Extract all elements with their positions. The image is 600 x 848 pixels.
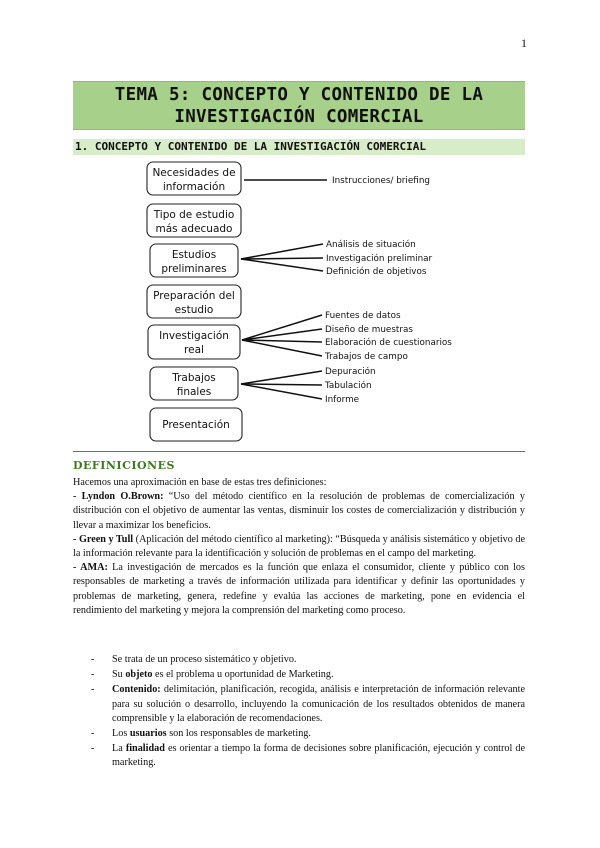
step-label: finales: [176, 386, 212, 398]
branch-line-diseno: [242, 329, 322, 340]
branch-label: Elaboración de cuestionarios: [325, 338, 452, 348]
list-item-text: es el problema u oportunidad de Marketing.: [152, 669, 334, 681]
branch-label: Fuentes de datos: [325, 311, 401, 321]
title-line-2: INVESTIGACIÓN COMERCIAL: [174, 107, 424, 127]
title-line-1: TEMA 5: CONCEPTO Y CONTENIDO DE LA: [114, 85, 484, 105]
branch-label: Investigación preliminar: [326, 254, 433, 264]
branch-line-analisis: [241, 244, 323, 259]
branch-line-informe: [241, 384, 322, 399]
branch-label: Trabajos de campo: [325, 352, 408, 362]
branch-label: Análisis de situación: [326, 240, 416, 250]
branch-line-preliminar: [241, 258, 323, 259]
list-item-text: son los responsables de marketing.: [166, 728, 311, 740]
definition-author: - Lyndon O.Brown:: [73, 491, 164, 503]
branch-label: Definición de objetivos: [326, 267, 427, 277]
step-label: información: [162, 181, 226, 193]
definitions-body: [73, 476, 525, 618]
list-item: [91, 742, 525, 770]
branch-line-objetivos: [241, 259, 323, 271]
bullet-dash: -: [91, 728, 95, 740]
step-label: más adecuado: [155, 223, 233, 235]
definition-text: (Aplicación del método científico al marketing): “Búsqueda y análisis sistemático y objetivo de la información relevante para la identificación y solución de problemas en el campo del marketing.: [73, 533, 526, 560]
definitions-intro: Hacemos una aproximación en base de estas tres definiciones:: [73, 477, 327, 488]
definition-text: La investigación de mercados es la función que enlaza el consumidor, cliente y público con los responsables de marketing a través de información utilizada para identificar y definir las oportunidades y problemas de marketing, genera, redefine y evalúa las acciones de marketing, pone en evidencia el rendimiento del marketing y mejora la comprensión del marketing como proceso.: [73, 562, 525, 616]
branch-label: Depuración: [325, 367, 376, 377]
definition-text: “Uso del método científico en la resolución de problemas de comercialización y distribución con el objetivo de aumentar las ventas, disminuir los costes de comercialización y distribución y llevar a maximizar los beneficios.: [73, 491, 525, 531]
list-item: [91, 668, 525, 682]
list-item-text: delimitación, planificación, recogida, análisis e interpretación de información relevante para su solución o desarrollo, incluyendo la comunicación de los resultados obtenidos de manera comprensible y la elaboración de recomendaciones.: [112, 684, 525, 724]
list-item-text: Los: [112, 728, 130, 740]
bullet-dash: -: [91, 684, 95, 696]
list-item-text: Su: [112, 669, 126, 681]
definitions-heading: DEFINICIONES: [73, 459, 175, 472]
list-item-keyword: finalidad: [125, 743, 165, 755]
characteristics-list: [91, 653, 525, 772]
step-label: real: [184, 344, 204, 356]
branch-label: Tabulación: [325, 381, 372, 391]
step-label: Necesidades de: [152, 167, 236, 179]
step-label: Tipo de estudio: [153, 209, 235, 221]
list-item-text: La: [112, 743, 126, 755]
section-heading: 1. CONCEPTO Y CONTENIDO DE LA INVESTIGACIÓN COMERCIAL: [73, 139, 525, 155]
list-item-text: es orientar a tiempo la forma de decisiones sobre planificación, ejecución y control de marketing.: [112, 743, 526, 769]
step-label: Estudios: [171, 249, 217, 261]
branch-label: Instrucciones/ briefing: [332, 176, 430, 186]
definition-ama: [73, 561, 525, 618]
bullet-dash: -: [91, 654, 95, 665]
branch-line-depuracion: [241, 371, 322, 384]
list-item: [91, 727, 525, 741]
section-divider: [73, 451, 525, 452]
branch-line-tabulacion: [241, 384, 322, 385]
step-label: preliminares: [161, 263, 227, 275]
bullet-dash: -: [91, 743, 95, 755]
branch-line-fuentes: [242, 315, 322, 340]
step-label: estudio: [174, 304, 214, 316]
definition-author: - AMA:: [73, 562, 108, 574]
definition-green: [73, 533, 525, 561]
list-item-keyword: objeto: [125, 669, 153, 681]
branch-label: Informe: [325, 395, 360, 405]
list-item-text: Se trata de un proceso sistemático y objetivo.: [112, 654, 297, 665]
list-item: [91, 653, 525, 667]
list-item-keyword: Contenido:: [112, 684, 161, 696]
definition-lyndon: [73, 490, 525, 533]
step-label: Presentación: [162, 419, 230, 431]
branch-label: Diseño de muestras: [325, 325, 413, 335]
page-number: 1: [521, 36, 527, 50]
step-label: Preparación del: [153, 290, 235, 302]
list-item: [91, 683, 525, 726]
list-item-keyword: usuarios: [129, 728, 167, 740]
definition-author: - Green y Tull: [73, 533, 134, 545]
step-label: Investigación: [159, 330, 229, 342]
bullet-dash: -: [91, 669, 95, 681]
step-label: Trabajos: [172, 372, 216, 384]
